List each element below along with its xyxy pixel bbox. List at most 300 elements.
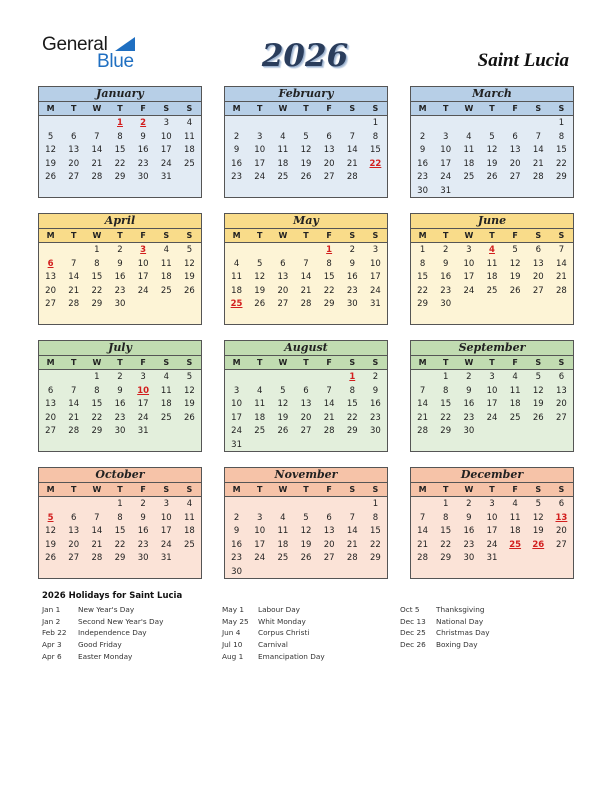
weekday-label: W xyxy=(278,358,288,367)
day-cell: 4 xyxy=(512,499,518,509)
day-cell: 28 xyxy=(300,299,312,310)
day-cell: 28 xyxy=(91,553,103,564)
day-cell: 19 xyxy=(45,539,56,550)
weekday-label: T xyxy=(117,485,123,494)
day-cell: 3 xyxy=(489,372,495,382)
weekday-label: W xyxy=(464,104,474,113)
brand-triangle-icon xyxy=(115,37,135,51)
day-cell: 14 xyxy=(556,258,567,269)
weekday-label: T xyxy=(70,104,77,113)
day-cell: 30 xyxy=(137,172,149,183)
day-cell: 30 xyxy=(370,426,381,437)
empty-cell xyxy=(294,498,317,512)
day-cell: 18 xyxy=(509,526,521,537)
day-cell: 15 xyxy=(556,145,567,156)
day-cell: 7 xyxy=(535,131,541,142)
holiday-name: Christmas Day xyxy=(436,628,490,638)
calendar-year: 2026 xyxy=(261,38,349,74)
empty-cell xyxy=(225,371,248,385)
day-cell: 6 xyxy=(535,245,541,255)
empty-cell xyxy=(318,498,341,512)
day-grid xyxy=(225,243,387,312)
empty-cell xyxy=(318,371,341,385)
day-cell: 26 xyxy=(486,172,498,183)
weekday-label: T xyxy=(303,231,309,240)
day-cell: 5 xyxy=(280,385,286,396)
day-cell: 9 xyxy=(372,385,379,396)
day-cell: 20 xyxy=(509,158,521,169)
weekday-label: W xyxy=(92,104,102,113)
empty-cell xyxy=(39,498,62,512)
holiday-entry xyxy=(222,652,325,664)
brand-word-blue: Blue xyxy=(97,51,134,72)
day-cell: 18 xyxy=(463,158,475,169)
day-cell: 11 xyxy=(184,131,195,142)
day-cell: 5 xyxy=(257,258,263,269)
day-cell: 23 xyxy=(137,158,149,169)
day-cell: 27 xyxy=(277,299,289,310)
day-cell: 6 xyxy=(326,131,332,142)
day-cell: 22 xyxy=(323,285,335,296)
month-title: February xyxy=(225,87,387,102)
weekday-label: F xyxy=(140,231,146,240)
weekday-label: W xyxy=(92,231,102,240)
month-title: November xyxy=(225,468,387,483)
day-cell: 29 xyxy=(417,299,428,310)
day-cell: 26 xyxy=(184,412,195,423)
empty-cell xyxy=(294,371,317,385)
holiday-day-cell: 3 xyxy=(140,245,147,255)
day-cell: 22 xyxy=(556,158,567,169)
day-cell: 19 xyxy=(300,539,312,550)
empty-cell xyxy=(85,498,108,512)
day-cell: 4 xyxy=(466,131,472,142)
day-cell: 15 xyxy=(440,399,452,410)
day-cell: 14 xyxy=(300,272,312,283)
day-cell: 3 xyxy=(443,131,449,142)
weekday-label: S xyxy=(349,485,356,494)
day-cell: 2 xyxy=(140,499,146,509)
day-cell: 19 xyxy=(532,399,544,410)
day-cell: 8 xyxy=(326,258,332,269)
day-cell: 29 xyxy=(114,172,126,183)
weekday-label: S xyxy=(186,358,193,367)
day-cell: 2 xyxy=(233,131,240,142)
day-cell: 12 xyxy=(277,399,289,410)
day-cell: 25 xyxy=(486,285,498,296)
day-cell: 22 xyxy=(440,539,452,550)
weekday-label: S xyxy=(349,358,356,367)
weekday-label: W xyxy=(464,358,474,367)
day-cell: 23 xyxy=(440,285,452,296)
empty-cell xyxy=(271,244,294,258)
day-cell: 11 xyxy=(277,145,289,156)
month-title: October xyxy=(39,468,201,483)
day-cell: 26 xyxy=(300,553,312,564)
weekday-label: S xyxy=(349,231,356,240)
day-cell: 5 xyxy=(186,245,193,255)
day-cell: 5 xyxy=(47,131,54,142)
holiday-name: Thanksgiving xyxy=(436,605,485,614)
month-november xyxy=(224,467,388,579)
day-cell: 27 xyxy=(68,172,80,183)
day-cell: 15 xyxy=(114,526,126,537)
day-cell: 15 xyxy=(417,272,428,283)
holiday-entry xyxy=(42,617,163,629)
holiday-day-cell: 10 xyxy=(137,385,150,396)
day-cell: 2 xyxy=(349,245,355,255)
day-cell: 23 xyxy=(114,285,126,296)
weekday-label: W xyxy=(464,485,474,494)
weekday-label: T xyxy=(442,485,449,494)
day-cell: 18 xyxy=(277,158,289,169)
empty-cell xyxy=(411,498,434,512)
day-cell: 16 xyxy=(417,158,428,169)
holiday-entry xyxy=(42,628,163,640)
day-cell: 16 xyxy=(463,399,475,410)
weekday-label: S xyxy=(558,231,565,240)
month-august xyxy=(224,340,388,452)
weekday-label: T xyxy=(256,485,263,494)
day-cell: 31 xyxy=(137,426,149,437)
weekday-label: T xyxy=(442,231,449,240)
weekday-header xyxy=(225,483,387,497)
weekday-label: S xyxy=(163,485,170,494)
day-cell: 12 xyxy=(184,258,195,269)
day-cell: 9 xyxy=(466,512,472,523)
day-cell: 4 xyxy=(280,512,286,523)
day-cell: 28 xyxy=(68,426,80,437)
day-cell: 19 xyxy=(509,272,521,283)
weekday-label: S xyxy=(186,231,193,240)
day-cell: 10 xyxy=(486,512,498,523)
day-cell: 22 xyxy=(114,539,126,550)
day-cell: 29 xyxy=(346,426,358,437)
day-cell: 5 xyxy=(489,131,495,142)
holiday-entry xyxy=(222,628,325,640)
day-cell: 31 xyxy=(231,439,242,450)
holiday-entry xyxy=(42,652,163,664)
day-cell: 18 xyxy=(277,539,289,550)
day-grid xyxy=(411,243,573,312)
empty-cell xyxy=(248,498,271,512)
day-cell: 14 xyxy=(323,399,335,410)
day-cell: 19 xyxy=(277,412,289,423)
day-cell: 25 xyxy=(277,172,289,183)
day-cell: 15 xyxy=(114,145,126,156)
weekday-label: M xyxy=(418,104,427,113)
holiday-entry xyxy=(42,605,163,617)
month-title: April xyxy=(39,214,201,229)
day-cell: 12 xyxy=(184,385,195,396)
day-cell: 9 xyxy=(140,131,146,142)
day-cell: 19 xyxy=(184,272,195,283)
day-cell: 30 xyxy=(231,566,242,577)
day-cell: 20 xyxy=(45,285,56,296)
day-cell: 8 xyxy=(94,385,100,396)
day-cell: 11 xyxy=(254,399,266,410)
weekday-label: S xyxy=(372,358,379,367)
holiday-date: Oct 5 xyxy=(400,605,420,614)
day-cell: 13 xyxy=(45,272,56,283)
holiday-column xyxy=(400,605,490,652)
day-cell: 16 xyxy=(114,399,126,410)
weekday-label: S xyxy=(535,485,542,494)
day-cell: 31 xyxy=(440,185,452,196)
brand-word-general: General xyxy=(42,34,108,55)
empty-cell xyxy=(271,371,294,385)
weekday-label: T xyxy=(117,358,123,367)
day-cell: 9 xyxy=(233,526,240,537)
day-cell: 23 xyxy=(114,412,126,423)
day-cell: 8 xyxy=(349,385,355,396)
month-march xyxy=(410,86,574,198)
day-cell: 19 xyxy=(532,526,544,537)
day-cell: 17 xyxy=(137,399,149,410)
day-cell: 24 xyxy=(231,426,242,437)
day-cell: 16 xyxy=(114,272,126,283)
holiday-name: Corpus Christi xyxy=(258,628,310,638)
empty-cell xyxy=(341,498,364,512)
weekday-label: S xyxy=(558,358,565,367)
day-cell: 21 xyxy=(323,412,335,423)
day-cell: 7 xyxy=(558,245,565,255)
day-cell: 17 xyxy=(254,158,266,169)
day-cell: 6 xyxy=(512,131,518,142)
holiday-day-cell: 26 xyxy=(532,539,545,550)
weekday-header xyxy=(39,102,201,116)
weekday-label: T xyxy=(442,358,449,367)
empty-cell xyxy=(480,117,503,131)
holiday-day-cell: 6 xyxy=(47,258,54,269)
day-cell: 1 xyxy=(443,499,449,509)
day-cell: 9 xyxy=(140,512,146,523)
weekday-label: S xyxy=(163,104,170,113)
day-grid xyxy=(39,497,201,566)
weekday-label: F xyxy=(512,485,518,494)
day-cell: 15 xyxy=(346,399,358,410)
day-cell: 27 xyxy=(556,412,567,423)
day-cell: 22 xyxy=(114,158,126,169)
day-cell: 13 xyxy=(68,145,80,156)
day-cell: 5 xyxy=(303,512,309,523)
day-cell: 17 xyxy=(486,399,498,410)
day-cell: 16 xyxy=(346,272,358,283)
day-cell: 10 xyxy=(254,145,266,156)
day-cell: 26 xyxy=(254,299,266,310)
day-cell: 14 xyxy=(68,272,80,283)
day-cell: 28 xyxy=(417,426,428,437)
day-cell: 29 xyxy=(323,299,335,310)
day-cell: 4 xyxy=(233,258,240,269)
day-cell: 24 xyxy=(440,172,452,183)
day-cell: 7 xyxy=(419,512,426,523)
day-cell: 2 xyxy=(443,245,449,255)
day-cell: 27 xyxy=(45,299,56,310)
holiday-date: Apr 6 xyxy=(42,651,62,661)
day-cell: 11 xyxy=(486,258,498,269)
day-cell: 2 xyxy=(372,372,379,382)
month-title: December xyxy=(411,468,573,483)
weekday-label: M xyxy=(46,358,55,367)
day-grid xyxy=(39,243,201,312)
day-cell: 7 xyxy=(349,131,355,142)
holiday-name: Emancipation Day xyxy=(258,651,325,661)
day-cell: 4 xyxy=(186,118,193,128)
day-cell: 30 xyxy=(463,426,475,437)
day-cell: 29 xyxy=(440,553,452,564)
day-cell: 20 xyxy=(68,539,80,550)
day-cell: 3 xyxy=(233,385,240,396)
day-grid xyxy=(411,370,573,439)
day-cell: 6 xyxy=(71,131,77,142)
day-cell: 20 xyxy=(556,526,567,537)
day-cell: 14 xyxy=(532,145,544,156)
weekday-header xyxy=(411,102,573,116)
day-cell: 27 xyxy=(323,172,335,183)
empty-cell xyxy=(39,117,62,131)
day-cell: 28 xyxy=(532,172,544,183)
weekday-label: S xyxy=(186,104,193,113)
day-cell: 29 xyxy=(114,553,126,564)
day-cell: 1 xyxy=(117,499,123,509)
weekday-label: T xyxy=(303,104,309,113)
weekday-label: M xyxy=(232,231,241,240)
day-cell: 14 xyxy=(346,526,358,537)
holiday-date: May 25 xyxy=(222,616,249,626)
holiday-day-cell: 25 xyxy=(509,539,522,550)
day-cell: 24 xyxy=(137,412,149,423)
day-grid xyxy=(411,116,573,199)
day-cell: 6 xyxy=(326,512,332,523)
empty-cell xyxy=(318,117,341,131)
day-cell: 7 xyxy=(419,385,426,396)
day-cell: 30 xyxy=(346,299,358,310)
holiday-column xyxy=(222,605,325,663)
month-title: March xyxy=(411,87,573,102)
empty-cell xyxy=(504,117,527,131)
day-cell: 29 xyxy=(91,426,103,437)
empty-cell xyxy=(85,117,108,131)
day-cell: 16 xyxy=(231,539,242,550)
day-cell: 8 xyxy=(94,258,100,269)
holiday-day-cell: 1 xyxy=(326,245,333,255)
day-cell: 16 xyxy=(440,272,452,283)
weekday-label: W xyxy=(278,104,288,113)
day-cell: 10 xyxy=(463,258,475,269)
day-cell: 16 xyxy=(231,158,242,169)
empty-cell xyxy=(39,244,62,258)
holiday-name: Good Friday xyxy=(78,640,122,650)
weekday-label: F xyxy=(512,104,518,113)
day-cell: 24 xyxy=(486,539,498,550)
day-cell: 13 xyxy=(509,145,521,156)
day-cell: 6 xyxy=(47,385,54,396)
day-cell: 10 xyxy=(160,131,172,142)
day-cell: 28 xyxy=(346,172,358,183)
day-cell: 15 xyxy=(370,526,381,537)
holiday-date: Dec 13 xyxy=(400,616,426,626)
day-cell: 6 xyxy=(280,258,286,269)
day-cell: 30 xyxy=(440,299,452,310)
day-cell: 2 xyxy=(233,512,240,523)
day-cell: 9 xyxy=(117,385,123,396)
weekday-label: F xyxy=(140,358,146,367)
day-cell: 10 xyxy=(440,145,452,156)
day-cell: 12 xyxy=(532,385,544,396)
day-cell: 31 xyxy=(370,299,381,310)
day-cell: 12 xyxy=(509,258,521,269)
day-cell: 8 xyxy=(117,131,123,142)
day-cell: 22 xyxy=(346,412,358,423)
weekday-label: S xyxy=(535,358,542,367)
weekday-header xyxy=(411,356,573,370)
holiday-name: Second New Year's Day xyxy=(78,616,164,626)
weekday-header xyxy=(225,229,387,243)
day-cell: 21 xyxy=(417,412,428,423)
weekday-label: F xyxy=(140,104,146,113)
weekday-label: T xyxy=(117,231,123,240)
day-cell: 14 xyxy=(91,145,103,156)
day-cell: 29 xyxy=(556,172,567,183)
weekday-label: S xyxy=(535,104,542,113)
empty-cell xyxy=(248,371,271,385)
day-cell: 14 xyxy=(68,399,80,410)
day-cell: 28 xyxy=(68,299,80,310)
day-cell: 12 xyxy=(300,526,312,537)
day-cell: 4 xyxy=(257,385,263,396)
holiday-entry xyxy=(400,605,490,617)
holiday-entry xyxy=(42,640,163,652)
day-cell: 5 xyxy=(303,131,309,142)
day-cell: 15 xyxy=(91,399,103,410)
day-cell: 30 xyxy=(137,553,149,564)
day-cell: 13 xyxy=(68,526,80,537)
holiday-entry xyxy=(222,640,325,652)
day-cell: 26 xyxy=(509,285,521,296)
empty-cell xyxy=(341,117,364,131)
weekday-label: W xyxy=(92,485,102,494)
weekday-header xyxy=(225,356,387,370)
day-cell: 30 xyxy=(463,553,475,564)
holiday-day-cell: 5 xyxy=(47,512,54,523)
weekday-label: W xyxy=(278,231,288,240)
day-cell: 13 xyxy=(532,258,544,269)
day-cell: 17 xyxy=(231,412,242,423)
holiday-name: Carnival xyxy=(258,640,288,650)
empty-cell xyxy=(527,117,550,131)
empty-cell xyxy=(62,498,85,512)
holiday-day-cell: 25 xyxy=(230,299,243,310)
day-cell: 25 xyxy=(160,285,172,296)
weekday-header xyxy=(411,483,573,497)
day-cell: 3 xyxy=(489,499,495,509)
weekday-label: M xyxy=(418,485,427,494)
month-title: May xyxy=(225,214,387,229)
day-cell: 11 xyxy=(231,272,242,283)
month-april xyxy=(38,213,202,325)
weekday-label: S xyxy=(163,231,170,240)
day-cell: 15 xyxy=(370,145,381,156)
day-cell: 31 xyxy=(160,172,172,183)
day-cell: 29 xyxy=(91,299,103,310)
day-cell: 27 xyxy=(300,426,312,437)
day-cell: 18 xyxy=(231,285,242,296)
holiday-date: Apr 3 xyxy=(42,640,62,650)
day-cell: 16 xyxy=(137,526,149,537)
day-cell: 17 xyxy=(370,272,381,283)
day-cell: 6 xyxy=(558,372,565,382)
